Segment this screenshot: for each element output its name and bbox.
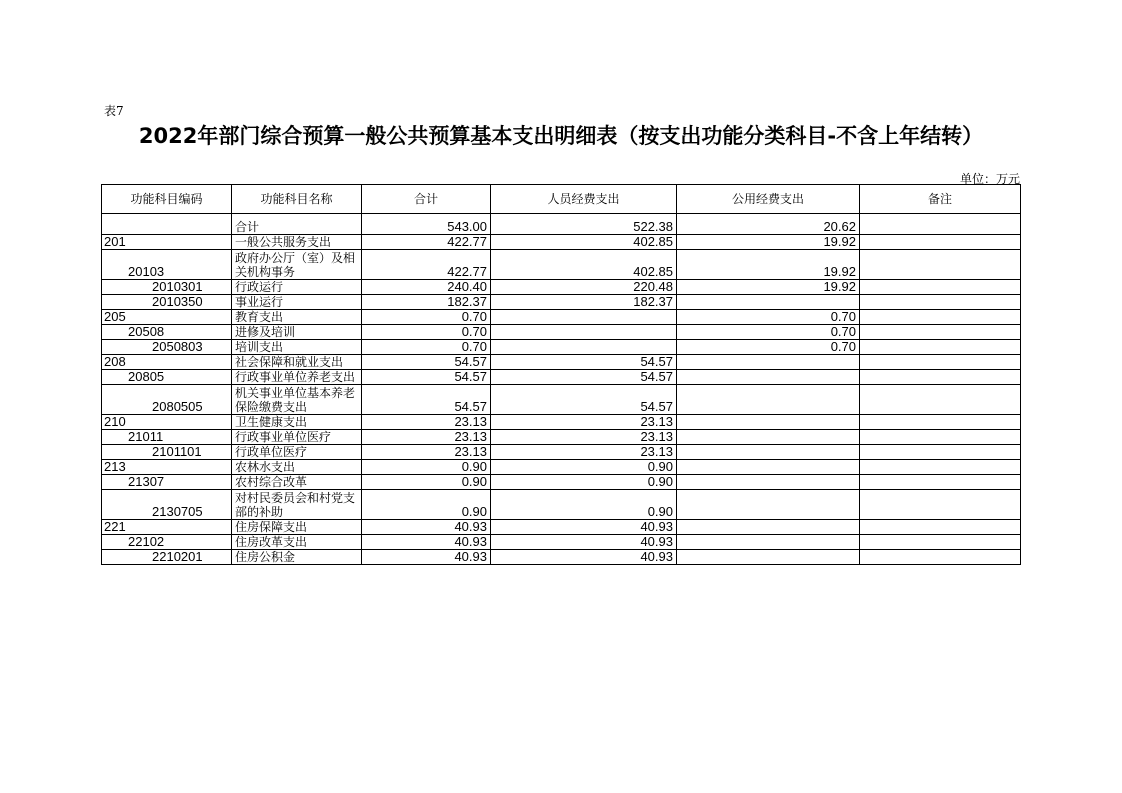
cell-remark: [860, 415, 1021, 430]
cell-total: 0.90: [362, 475, 491, 490]
cell-name: 农村综合改革: [232, 475, 362, 490]
cell-public: [677, 385, 860, 415]
cell-public: [677, 460, 860, 475]
table-header-row: [102, 185, 1021, 214]
cell-total: 54.57: [362, 355, 491, 370]
cell-code: 208: [102, 355, 232, 370]
cell-remark: [860, 370, 1021, 385]
cell-public: [677, 430, 860, 445]
cell-public: 0.70: [677, 340, 860, 355]
cell-total: 422.77: [362, 250, 491, 280]
cell-remark: [860, 325, 1021, 340]
cell-total: 40.93: [362, 535, 491, 550]
table-row: [102, 235, 1021, 250]
cell-public: 19.92: [677, 250, 860, 280]
cell-total: 23.13: [362, 415, 491, 430]
cell-name: 政府办公厅（室）及相关机构事务: [232, 250, 362, 280]
cell-public: [677, 370, 860, 385]
cell-public: [677, 295, 860, 310]
cell-code: 2101101: [102, 445, 232, 460]
header-name: 功能科目名称: [232, 185, 362, 214]
cell-total: 23.13: [362, 430, 491, 445]
cell-remark: [860, 535, 1021, 550]
cell-public: [677, 550, 860, 565]
table-row: [102, 214, 1021, 235]
unit-label: 单位：万元: [959, 172, 1020, 186]
table-row: [102, 430, 1021, 445]
cell-total: 422.77: [362, 235, 491, 250]
cell-personnel: 23.13: [491, 415, 677, 430]
cell-remark: [860, 310, 1021, 325]
cell-code: [102, 214, 232, 235]
cell-name: 住房改革支出: [232, 535, 362, 550]
cell-total: 0.70: [362, 325, 491, 340]
cell-name: 行政单位医疗: [232, 445, 362, 460]
cell-personnel: 40.93: [491, 535, 677, 550]
table-row: [102, 340, 1021, 355]
cell-name: 机关事业单位基本养老保险缴费支出: [232, 385, 362, 415]
cell-personnel: 40.93: [491, 520, 677, 535]
cell-public: [677, 415, 860, 430]
cell-personnel: [491, 310, 677, 325]
cell-public: 19.92: [677, 235, 860, 250]
cell-public: 0.70: [677, 325, 860, 340]
cell-personnel: 402.85: [491, 250, 677, 280]
page-title: 2022年部门综合预算一般公共预算基本支出明细表（按支出功能分类科目-不含上年结转）: [138, 124, 984, 148]
header-total: 合计: [362, 185, 491, 214]
cell-code: 20805: [102, 370, 232, 385]
cell-total: 0.90: [362, 490, 491, 520]
cell-public: [677, 520, 860, 535]
cell-code: 20103: [102, 250, 232, 280]
cell-code: 21307: [102, 475, 232, 490]
cell-code: 2080505: [102, 385, 232, 415]
cell-remark: [860, 235, 1021, 250]
cell-remark: [860, 250, 1021, 280]
cell-name: 进修及培训: [232, 325, 362, 340]
table-row: [102, 520, 1021, 535]
cell-personnel: 23.13: [491, 430, 677, 445]
cell-name: 社会保障和就业支出: [232, 355, 362, 370]
cell-personnel: [491, 340, 677, 355]
cell-total: 23.13: [362, 445, 491, 460]
cell-name: 住房保障支出: [232, 520, 362, 535]
cell-remark: [860, 280, 1021, 295]
cell-total: 40.93: [362, 550, 491, 565]
cell-name: 行政事业单位养老支出: [232, 370, 362, 385]
cell-public: [677, 355, 860, 370]
cell-personnel: 402.85: [491, 235, 677, 250]
cell-name: 农林水支出: [232, 460, 362, 475]
cell-remark: [860, 520, 1021, 535]
cell-code: 221: [102, 520, 232, 535]
cell-total: 0.70: [362, 310, 491, 325]
cell-total: 240.40: [362, 280, 491, 295]
cell-remark: [860, 475, 1021, 490]
cell-code: 20508: [102, 325, 232, 340]
header-public: 公用经费支出: [677, 185, 860, 214]
table-body: [102, 214, 1021, 565]
cell-public: 20.62: [677, 214, 860, 235]
cell-name: 一般公共服务支出: [232, 235, 362, 250]
table-row: [102, 250, 1021, 280]
table-label: 表7: [104, 104, 124, 118]
cell-name: 培训支出: [232, 340, 362, 355]
cell-code: 21011: [102, 430, 232, 445]
cell-public: [677, 475, 860, 490]
table-row: [102, 385, 1021, 415]
cell-personnel: 0.90: [491, 475, 677, 490]
cell-total: 0.90: [362, 460, 491, 475]
header-code: 功能科目编码: [102, 185, 232, 214]
cell-personnel: [491, 325, 677, 340]
cell-code: 213: [102, 460, 232, 475]
cell-public: [677, 535, 860, 550]
cell-remark: [860, 295, 1021, 310]
cell-name: 住房公积金: [232, 550, 362, 565]
cell-personnel: 0.90: [491, 460, 677, 475]
cell-total: 0.70: [362, 340, 491, 355]
cell-code: 205: [102, 310, 232, 325]
table-row: [102, 550, 1021, 565]
cell-remark: [860, 355, 1021, 370]
cell-code: 210: [102, 415, 232, 430]
header-personnel: 人员经费支出: [491, 185, 677, 214]
cell-name: 对村民委员会和村党支部的补助: [232, 490, 362, 520]
cell-public: [677, 490, 860, 520]
cell-code: 2050803: [102, 340, 232, 355]
cell-public: 0.70: [677, 310, 860, 325]
table-row: [102, 460, 1021, 475]
cell-personnel: 23.13: [491, 445, 677, 460]
table-row: [102, 295, 1021, 310]
cell-personnel: 522.38: [491, 214, 677, 235]
cell-personnel: 54.57: [491, 355, 677, 370]
cell-remark: [860, 445, 1021, 460]
cell-personnel: 182.37: [491, 295, 677, 310]
cell-personnel: 54.57: [491, 370, 677, 385]
header-remark: 备注: [860, 185, 1021, 214]
cell-public: 19.92: [677, 280, 860, 295]
table-row: [102, 475, 1021, 490]
cell-personnel: 54.57: [491, 385, 677, 415]
cell-code: 2010301: [102, 280, 232, 295]
cell-name: 行政运行: [232, 280, 362, 295]
cell-remark: [860, 490, 1021, 520]
cell-personnel: 220.48: [491, 280, 677, 295]
cell-personnel: 40.93: [491, 550, 677, 565]
table-row: [102, 445, 1021, 460]
cell-total: 54.57: [362, 385, 491, 415]
cell-code: 2130705: [102, 490, 232, 520]
table-row: [102, 415, 1021, 430]
cell-name: 事业运行: [232, 295, 362, 310]
cell-remark: [860, 430, 1021, 445]
cell-code: 2210201: [102, 550, 232, 565]
cell-total: 40.93: [362, 520, 491, 535]
table-row: [102, 535, 1021, 550]
cell-total: 182.37: [362, 295, 491, 310]
cell-name: 卫生健康支出: [232, 415, 362, 430]
cell-name: 教育支出: [232, 310, 362, 325]
cell-name: 合计: [232, 214, 362, 235]
cell-remark: [860, 460, 1021, 475]
table-row: [102, 280, 1021, 295]
table-row: [102, 370, 1021, 385]
cell-remark: [860, 340, 1021, 355]
cell-remark: [860, 550, 1021, 565]
cell-public: [677, 445, 860, 460]
cell-name: 行政事业单位医疗: [232, 430, 362, 445]
cell-code: 201: [102, 235, 232, 250]
table-row: [102, 310, 1021, 325]
table-row: [102, 355, 1021, 370]
cell-code: 2010350: [102, 295, 232, 310]
table-row: [102, 325, 1021, 340]
cell-code: 22102: [102, 535, 232, 550]
cell-remark: [860, 214, 1021, 235]
cell-remark: [860, 385, 1021, 415]
cell-total: 543.00: [362, 214, 491, 235]
cell-total: 54.57: [362, 370, 491, 385]
table-row: [102, 490, 1021, 520]
cell-personnel: 0.90: [491, 490, 677, 520]
budget-table: [101, 184, 1021, 565]
